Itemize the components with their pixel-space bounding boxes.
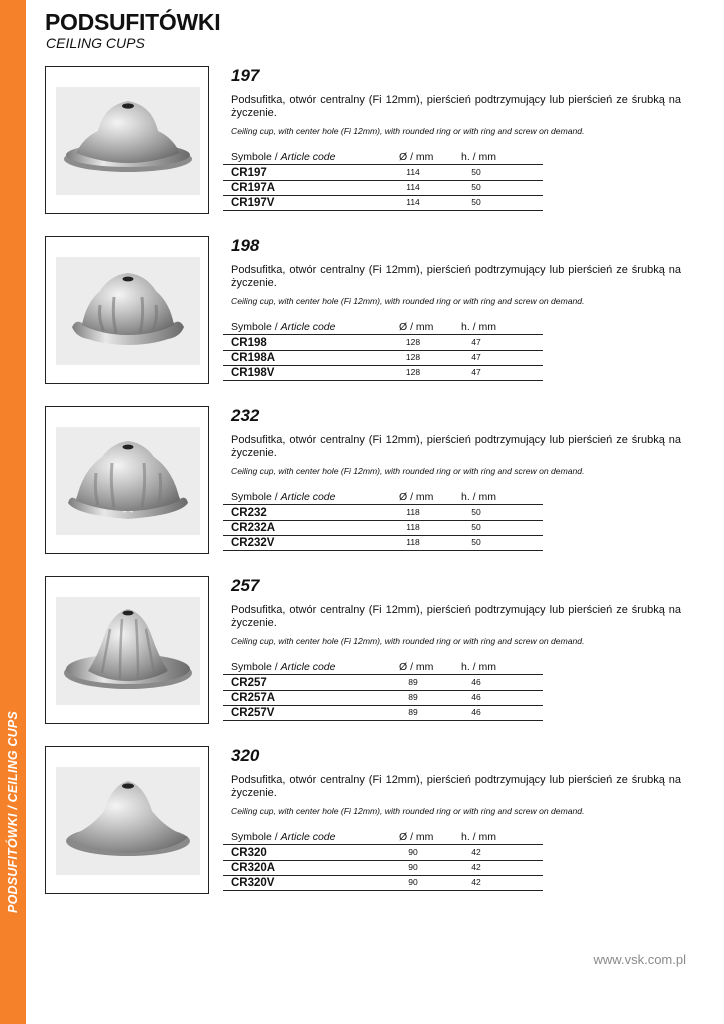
divider: [223, 334, 543, 335]
description-pl: Podsufitka, otwór centralny (Fi 12mm), pierścień podtrzymujący lub pierścień ze śrubką na życzenie.: [231, 94, 681, 119]
height-value: 46: [471, 707, 481, 717]
header-diameter: Ø / mm: [399, 661, 434, 673]
description-pl: Podsufitka, otwór centralny (Fi 12mm), pierścień podtrzymujący lub pierścień ze śrubką na życzenie.: [231, 774, 681, 799]
product-table: [223, 166, 543, 211]
article-code: CR232: [231, 507, 267, 519]
header-code: Symbole / Article code: [231, 151, 336, 163]
description-en: Ceiling cup, with center hole (Fi 12mm), with rounded ring or with ring and screw on demand.: [231, 806, 585, 816]
table-header: [231, 831, 543, 845]
diameter-value: 128: [405, 337, 421, 347]
product-card: [45, 746, 705, 894]
article-code: CR320A: [231, 862, 276, 874]
diameter-value: 128: [405, 367, 421, 377]
product-table: [223, 676, 543, 721]
diameter-value: 89: [408, 692, 418, 702]
height-value: 50: [471, 522, 481, 532]
table-row: [223, 181, 543, 196]
page-subtitle: CEILING CUPS: [46, 35, 145, 51]
table-row: [223, 366, 543, 381]
product-number: 197: [231, 66, 260, 85]
product-image-frame: [45, 236, 209, 384]
diameter-value: 89: [408, 677, 418, 687]
header-code: Symbole / Article code: [231, 321, 336, 333]
diameter-value: 89: [408, 707, 418, 717]
diameter-value: 114: [406, 182, 420, 192]
table-row: [223, 706, 543, 721]
article-code: CR197A: [231, 182, 276, 194]
side-label: PODSUFITÓWKI / CEILING CUPS: [6, 711, 20, 913]
header-code: Symbole / Article code: [231, 491, 336, 503]
article-code: CR198A: [231, 352, 276, 364]
diameter-value: 90: [408, 862, 418, 872]
diameter-value: 118: [406, 537, 420, 547]
product-card: [45, 236, 705, 384]
description-en: Ceiling cup, with center hole (Fi 12mm), with rounded ring or with ring and screw on demand.: [231, 466, 585, 476]
ceiling-cup-bell-image: [54, 755, 202, 887]
product-number: 320: [231, 746, 260, 765]
table-header: [231, 661, 543, 675]
website-url: www.vsk.com.pl: [593, 952, 686, 967]
diameter-value: 114: [406, 167, 420, 177]
height-value: 42: [471, 877, 481, 887]
diameter-value: 118: [406, 522, 420, 532]
product-table: [223, 846, 543, 891]
diameter-value: 118: [406, 507, 420, 517]
description-pl: Podsufitka, otwór centralny (Fi 12mm), pierścień podtrzymujący lub pierścień ze śrubką na życzenie.: [231, 604, 681, 629]
diameter-value: 128: [405, 352, 421, 362]
description-pl: Podsufitka, otwór centralny (Fi 12mm), pierścień podtrzymujący lub pierścień ze śrubką na życzenie.: [231, 264, 681, 289]
height-value: 50: [471, 182, 481, 192]
diameter-value: 114: [406, 197, 420, 207]
article-code: CR198V: [231, 367, 275, 379]
product-number: 198: [231, 236, 260, 255]
header-height: h. / mm: [461, 661, 497, 673]
ceiling-cup-tulip-image: [54, 585, 202, 717]
article-code: CR197V: [231, 197, 275, 209]
height-value: 50: [471, 507, 481, 517]
product-image-frame: [45, 746, 209, 894]
article-code: CR257: [231, 677, 267, 689]
side-bar: [0, 0, 26, 1024]
header-diameter: Ø / mm: [399, 831, 434, 843]
description-en: Ceiling cup, with center hole (Fi 12mm), with rounded ring or with ring and screw on demand.: [231, 636, 585, 646]
header-height: h. / mm: [461, 321, 497, 333]
divider: [223, 844, 543, 845]
divider: [223, 674, 543, 675]
article-code: CR320: [231, 847, 267, 859]
table-row: [223, 846, 543, 861]
ceiling-cup-dome-image: [54, 75, 202, 207]
height-value: 42: [471, 862, 481, 872]
product-table: [223, 336, 543, 381]
height-value: 47: [471, 367, 481, 377]
diameter-value: 90: [408, 847, 418, 857]
table-row: [223, 876, 543, 891]
product-image-frame: [45, 576, 209, 724]
header-height: h. / mm: [461, 831, 497, 843]
article-code: CR232V: [231, 537, 275, 549]
product-card: [45, 66, 705, 214]
divider: [223, 504, 543, 505]
header-height: h. / mm: [461, 491, 497, 503]
header-code: Symbole / Article code: [231, 661, 336, 673]
height-value: 47: [471, 352, 481, 362]
table-header: [231, 491, 543, 505]
height-value: 42: [471, 847, 481, 857]
product-image-frame: [45, 406, 209, 554]
page-title: PODSUFITÓWKI: [45, 9, 221, 35]
height-value: 50: [471, 537, 481, 547]
header-diameter: Ø / mm: [399, 491, 434, 503]
product-number: 232: [231, 406, 260, 425]
header-code: Symbole / Article code: [231, 831, 336, 843]
table-row: [223, 521, 543, 536]
description-en: Ceiling cup, with center hole (Fi 12mm), with rounded ring or with ring and screw on demand.: [231, 296, 585, 306]
table-header: [231, 151, 543, 165]
article-code: CR257V: [231, 707, 275, 719]
product-image-frame: [45, 66, 209, 214]
description-en: Ceiling cup, with center hole (Fi 12mm), with rounded ring or with ring and screw on demand.: [231, 126, 585, 136]
height-value: 46: [471, 692, 481, 702]
table-row: [223, 506, 543, 521]
table-row: [223, 336, 543, 351]
header-height: h. / mm: [461, 151, 497, 163]
table-row: [223, 676, 543, 691]
divider: [223, 164, 543, 165]
product-number: 257: [231, 576, 260, 595]
header-diameter: Ø / mm: [399, 321, 434, 333]
description-pl: Podsufitka, otwór centralny (Fi 12mm), pierścień podtrzymujący lub pierścień ze śrubką na życzenie.: [231, 434, 681, 459]
article-code: CR197: [231, 167, 267, 179]
table-row: [223, 861, 543, 876]
article-code: CR320V: [231, 877, 275, 889]
ceiling-cup-wavy-image: [54, 415, 202, 547]
header-diameter: Ø / mm: [399, 151, 434, 163]
height-value: 50: [471, 167, 481, 177]
height-value: 46: [471, 677, 481, 687]
product-table: [223, 506, 543, 551]
table-row: [223, 196, 543, 211]
product-card: [45, 576, 705, 724]
table-row: [223, 536, 543, 551]
table-row: [223, 166, 543, 181]
diameter-value: 90: [408, 877, 418, 887]
table-row: [223, 351, 543, 366]
table-row: [223, 691, 543, 706]
height-value: 47: [471, 337, 481, 347]
product-card: [45, 406, 705, 554]
article-code: CR257A: [231, 692, 276, 704]
ceiling-cup-scalloped-image: [54, 245, 202, 377]
table-header: [231, 321, 543, 335]
article-code: CR232A: [231, 522, 276, 534]
height-value: 50: [471, 197, 481, 207]
article-code: CR198: [231, 337, 267, 349]
